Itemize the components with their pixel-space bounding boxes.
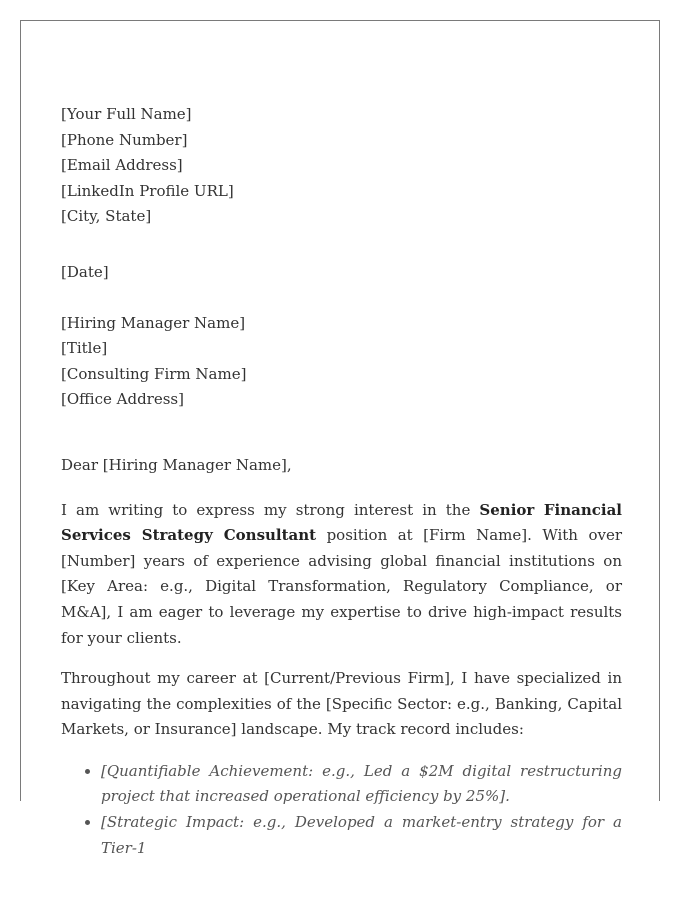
recipient-name: [Hiring Manager Name] <box>61 313 246 332</box>
letter-date: [Date] <box>61 262 109 281</box>
sender-city-state: [City, State] <box>61 207 152 226</box>
intro-paragraph <box>61 498 622 652</box>
achievement-item: • [Strategic Impact: e.g., Developed a market-entry strategy for a Tier-1 <box>101 810 622 861</box>
intro-text-after: position at [Firm Name]. With over [Number] years of experience advising global financial institutions on [Key Area: e.g., Digital Transformation, Regulatory Compliance, or M&A], I am eager to leverage my expertise to drive high-impact results for your clients. <box>61 526 622 647</box>
intro-text-before: I am writing to express my strong interest in the <box>61 500 480 519</box>
recipient-title: [Title] <box>61 339 108 358</box>
achievements-list <box>61 759 622 861</box>
sender-phone: [Phone Number] <box>61 130 188 149</box>
sender-linkedin: [LinkedIn Profile URL] <box>61 181 234 200</box>
letter-body <box>61 102 622 861</box>
sender-name: [Your Full Name] <box>61 105 192 123</box>
sender-email: [Email Address] <box>61 156 183 175</box>
position-title: Senior Financial Services Strategy Consultant <box>61 500 622 545</box>
recipient-address: [Office Address] <box>61 390 184 409</box>
letter-page <box>20 20 660 857</box>
salutation: Dear [Hiring Manager Name], <box>61 455 292 474</box>
experience-paragraph: Throughout my career at [Current/Previous Firm], I have specialized in navigating the complexities of the [Specific Sector: e.g., Banking, Capital Markets, or Insurance] landscape. My track record includes: <box>61 669 622 739</box>
recipient-block <box>61 311 622 413</box>
date-block <box>61 260 622 286</box>
recipient-firm: [Consulting Firm Name] <box>61 364 247 383</box>
achievement-item: • [Quantifiable Achievement: e.g., Led a $2M digital restructuring project that increased operational efficiency by 25%]. <box>101 759 622 810</box>
sender-block <box>61 102 622 230</box>
